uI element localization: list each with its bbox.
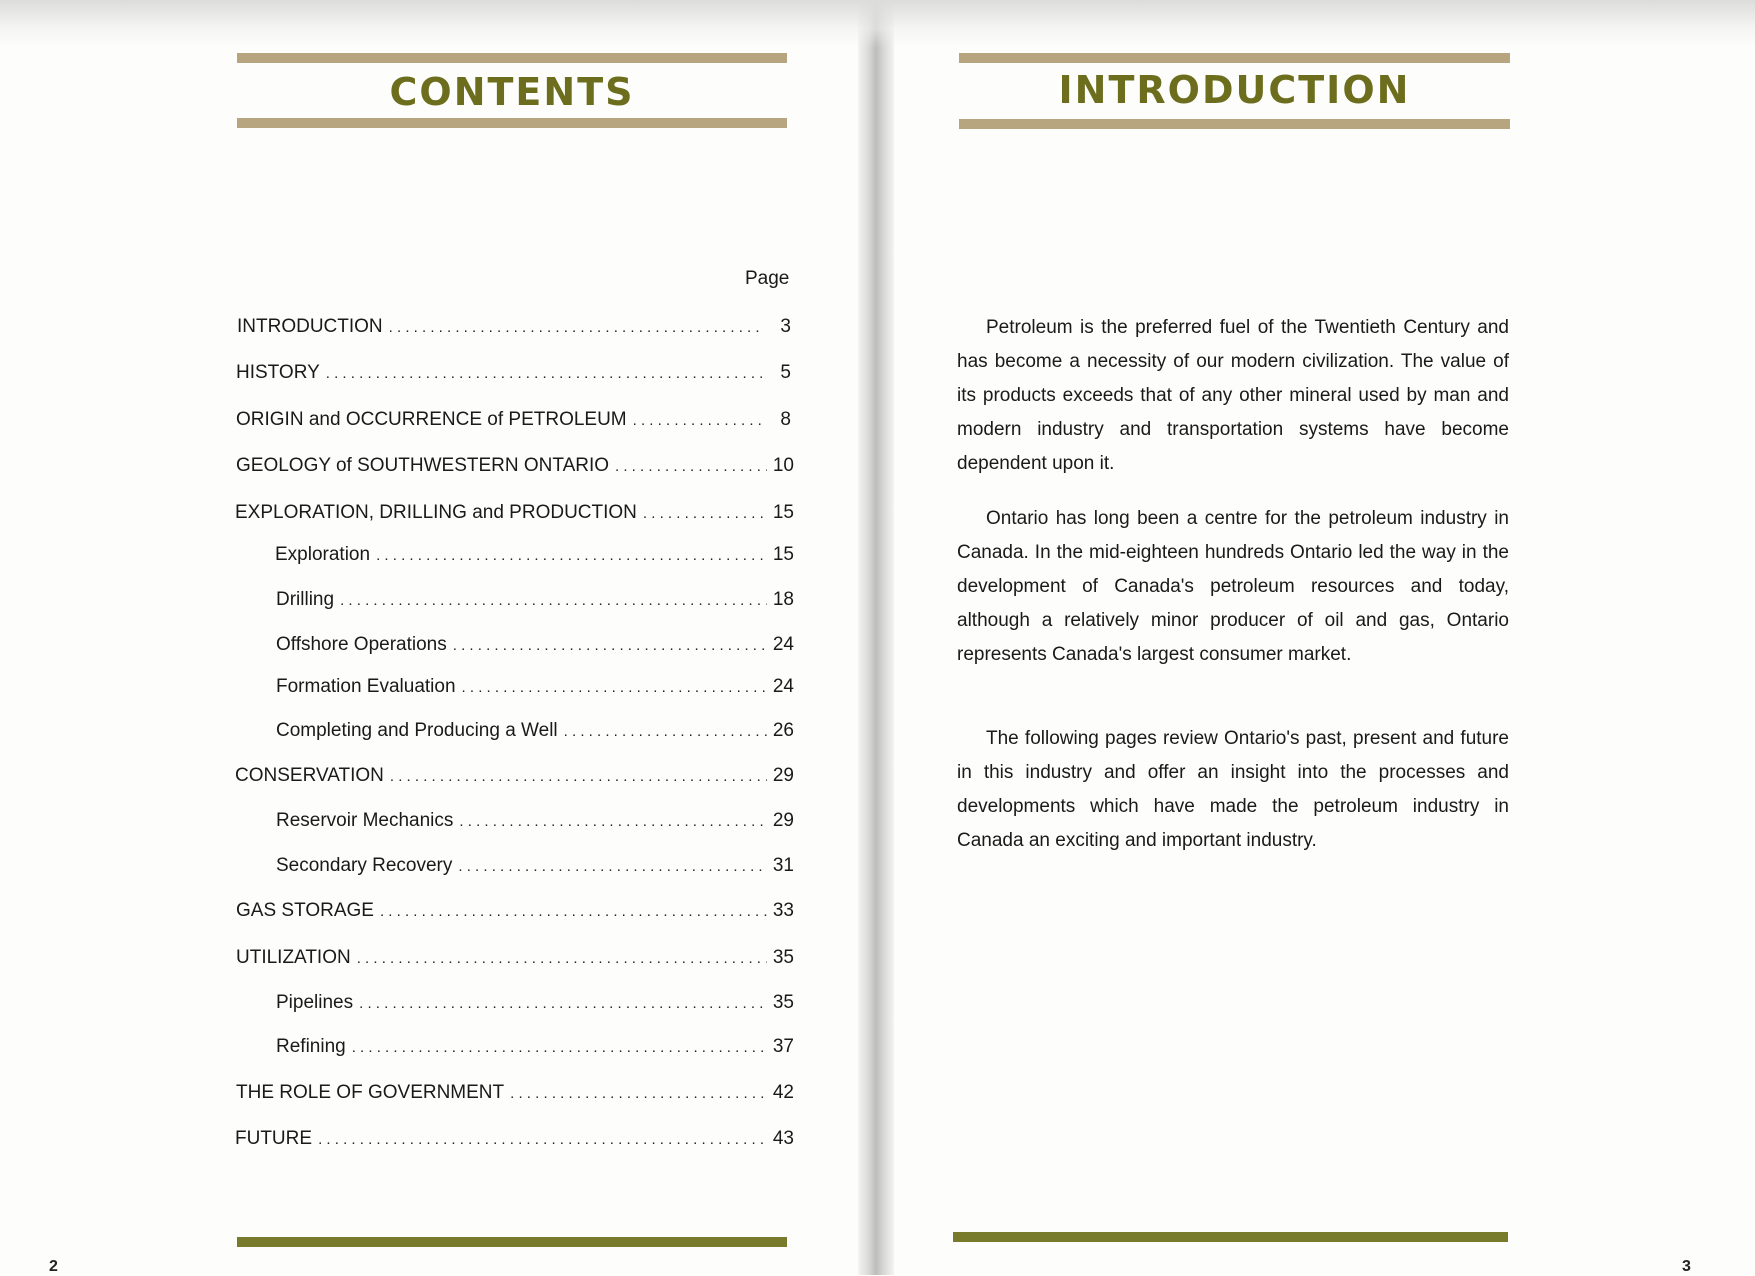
- toc-leader-dots: [510, 1085, 767, 1102]
- toc-leader-dots: [390, 768, 767, 785]
- toc-entry-title: FUTURE: [235, 1128, 313, 1149]
- contents-bottom-rule: [237, 118, 787, 128]
- contents-heading: CONTENTS: [389, 70, 635, 114]
- toc-leader-dots: [352, 1039, 767, 1056]
- toc-entry-title: ORIGIN and OCCURRENCE of PETROLEUM: [236, 409, 627, 430]
- toc-entry-page: 33: [772, 900, 794, 921]
- toc-leader-dots: [458, 858, 766, 875]
- introduction-heading: INTRODUCTION: [1058, 68, 1411, 112]
- toc-entry-exploration-drilling-production[interactable]: [235, 502, 794, 528]
- toc-leader-dots: [357, 950, 767, 967]
- toc-entry-title: Completing and Producing a Well: [276, 720, 558, 741]
- introduction-footer-rule: [953, 1232, 1508, 1242]
- toc-entry-title: THE ROLE OF GOVERNMENT: [236, 1082, 505, 1103]
- toc-entry-completing-producing[interactable]: [276, 720, 794, 746]
- toc-entry-title: Exploration: [275, 544, 371, 565]
- toc-entry-conservation[interactable]: [235, 765, 794, 791]
- toc-entry-origin[interactable]: [236, 409, 791, 435]
- toc-entry-page: 29: [772, 810, 794, 831]
- toc-entry-refining[interactable]: [276, 1036, 794, 1062]
- intro-paragraph-1: Petroleum is the preferred fuel of the Twentieth Century and has become a necessity of our modern civilization. The value of its products exceeds that of any other mineral used by man and modern industry and transportation systems have become dependent upon it.: [957, 317, 1509, 474]
- toc-entry-role-of-government[interactable]: [236, 1082, 794, 1108]
- contents-top-rule: [237, 53, 787, 63]
- contents-footer-rule: [237, 1237, 787, 1247]
- toc-entry-page: 35: [772, 992, 794, 1013]
- toc-leader-dots: [564, 723, 767, 740]
- toc-entry-page: 3: [780, 316, 791, 337]
- toc-leader-dots: [453, 637, 767, 654]
- book-gutter: [858, 0, 894, 1275]
- toc-entry-offshore-operations[interactable]: [276, 634, 794, 660]
- toc-entry-geology[interactable]: [236, 455, 794, 481]
- toc-entry-utilization[interactable]: [236, 947, 794, 973]
- toc-entry-page: 42: [772, 1082, 794, 1103]
- introduction-top-rule: [959, 53, 1510, 63]
- toc-leader-dots: [643, 505, 767, 522]
- toc-entry-page: 35: [772, 947, 794, 968]
- toc-entry-introduction[interactable]: [237, 316, 791, 342]
- toc-entry-pipelines[interactable]: [276, 992, 794, 1018]
- toc-leader-dots: [380, 903, 767, 920]
- toc-entry-title: Refining: [276, 1036, 346, 1057]
- toc-entry-title: CONSERVATION: [235, 765, 384, 786]
- toc-entry-exploration[interactable]: [275, 544, 794, 570]
- toc-entry-title: Drilling: [276, 589, 335, 610]
- toc-entry-title: Offshore Operations: [276, 634, 447, 655]
- toc-entry-future[interactable]: [235, 1128, 794, 1154]
- toc-entry-page: 24: [772, 676, 794, 697]
- toc-entry-gas-storage[interactable]: [236, 900, 794, 926]
- scan-shadow: [0, 0, 1755, 48]
- intro-paragraph-2: Ontario has long been a centre for the petroleum industry in Canada. In the mid-eighteen hundreds Ontario led the way in the development of Canada's petroleum resources and today, although a relatively minor producer of oil and gas, Ontario represents Canada's largest consumer market.: [957, 508, 1509, 665]
- toc-entry-page: 10: [772, 455, 794, 476]
- toc-leader-dots: [615, 458, 767, 475]
- page-column-label: Page: [745, 268, 790, 289]
- toc-entry-page: 37: [772, 1036, 794, 1057]
- toc-entry-reservoir-mechanics[interactable]: [276, 810, 794, 836]
- left-page-number: 2: [49, 1258, 58, 1275]
- toc-entry-title: GAS STORAGE: [236, 900, 374, 921]
- toc-entry-title: Pipelines: [276, 992, 354, 1013]
- toc-entry-title: HISTORY: [236, 362, 320, 383]
- toc-entry-secondary-recovery[interactable]: [276, 855, 794, 881]
- introduction-bottom-rule: [959, 119, 1510, 129]
- toc-entry-page: 26: [772, 720, 794, 741]
- toc-entry-title: GEOLOGY of SOUTHWESTERN ONTARIO: [236, 455, 610, 476]
- right-page-number: 3: [1682, 1258, 1691, 1275]
- toc-leader-dots: [389, 319, 765, 336]
- toc-leader-dots: [318, 1131, 767, 1148]
- toc-leader-dots: [359, 995, 767, 1012]
- toc-entry-page: 24: [772, 634, 794, 655]
- toc-entry-title: EXPLORATION, DRILLING and PRODUCTION: [235, 502, 637, 523]
- toc-entry-drilling[interactable]: [276, 589, 794, 615]
- toc-entry-page: 18: [772, 589, 794, 610]
- toc-entry-title: INTRODUCTION: [237, 316, 383, 337]
- toc-entry-history[interactable]: [236, 362, 791, 388]
- toc-leader-dots: [462, 679, 767, 696]
- toc-leader-dots: [326, 365, 765, 382]
- toc-entry-page: 29: [772, 765, 794, 786]
- toc-leader-dots: [376, 547, 767, 564]
- toc-leader-dots: [633, 412, 765, 429]
- toc-entry-title: Reservoir Mechanics: [276, 810, 454, 831]
- toc-entry-title: UTILIZATION: [236, 947, 351, 968]
- toc-entry-title: Formation Evaluation: [276, 676, 456, 697]
- intro-paragraph-3: The following pages review Ontario's past, present and future in this industry and offer an insight into the processes and developments which have made the petroleum industry in Canada an exciting and important industry.: [957, 728, 1509, 851]
- toc-entry-page: 5: [780, 362, 791, 383]
- toc-entry-title: Secondary Recovery: [276, 855, 453, 876]
- toc-entry-page: 43: [772, 1128, 794, 1149]
- toc-leader-dots: [459, 813, 766, 830]
- toc-leader-dots: [340, 592, 767, 609]
- toc-entry-page: 15: [772, 502, 794, 523]
- toc-entry-page: 31: [772, 855, 794, 876]
- toc-entry-page: 8: [780, 409, 791, 430]
- toc-entry-page: 15: [772, 544, 794, 565]
- toc-entry-formation-evaluation[interactable]: [276, 676, 794, 702]
